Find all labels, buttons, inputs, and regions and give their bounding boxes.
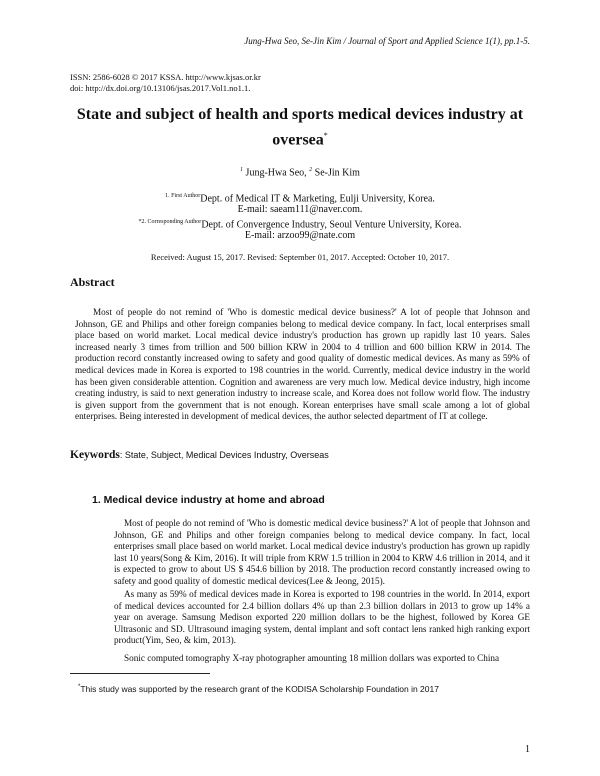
section-1-paragraph-2: As many as 59% of medical devices made in Korea is exported to 198 countries in the world. In 2014, export of medical devices accounted for 2.4 billion dollars 4% up than 2.3 billion dollars in 2013 to grow up 14% a year on average. Samsung Medison exported 220 million dollars to be the highest, followed by Korea GE Ultrasonic and SD. Ultrasound imaging system, dental implant and soft contact lens ranked high ranking export product(Yim, Seo, & kim, 2013).	[114, 589, 530, 646]
footnote	[78, 684, 439, 694]
abstract-heading: Abstract	[70, 275, 115, 289]
paper-title-text: State and subject of health and sports medical devices industry at oversea	[76, 106, 524, 149]
affiliation-dept: Dept. of Medical IT & Marketing, Eulji University, Korea.	[200, 193, 435, 205]
issn-line: ISSN: 2586-6028 © 2017 KSSA. http://www.kjsas.or.kr	[70, 72, 261, 82]
keywords-line	[70, 449, 329, 461]
author-line	[0, 167, 600, 178]
footnote-mark: *	[78, 684, 81, 691]
section-1-paragraph-3: Sonic computed tomography X-ray photographer amounting 18 million dollars was exported to China	[124, 653, 500, 663]
running-head: Jung-Hwa Seo, Se-Jin Kim / Journal of Sport and Applied Science 1(1), pp.1-5.	[244, 36, 530, 46]
affiliation-role: 1. First Author	[165, 193, 201, 199]
section-1-heading: 1. Medical device industry at home and abroad	[92, 494, 325, 506]
author1-name: Jung-Hwa Seo,	[245, 167, 307, 179]
abstract-text: Most of people do not remind of 'Who is domestic medical device business?' A lot of people that Johnson and Johnson, GE and Philips and other foreign companies belong to medical device company. In fact, local enterprises small place based on world market. Local medical device industry's production has grown up rapidly last 10 years. Sales increased nearly 3 times from trillion and 500 billion KRW in 2004 to 4 trillion and 600 billion KRW in 2014. The production record constantly increased owing to safety and good quality of domestic medical devices. As many as 59% of medical devices made in Korea is exported to 198 countries in the world. Currently, medical device industry in the world has been given considerable attention. Cognition and awareness are very much low. Medical device industry, high income creating industry, is said to next generation industry to increase scale, and Korea does not follow world flow. The industry is given support from the government that is not enough. Korean enterprises have small scale among a lot of global enterprises. Being interested in development of medical devices, the author selected department of IT at college.	[75, 307, 530, 422]
doi-line: doi: http://dx.doi.org/10.13106/jsas.2017.Vol1.no1.1.	[70, 83, 251, 93]
keywords-label: Keywords	[70, 449, 120, 461]
submission-dates: Received: August 15, 2017. Revised: September 01, 2017. Accepted: October 10, 2017.	[150, 252, 450, 262]
author1-mark: 1	[240, 167, 244, 173]
affiliation-2-email: E-mail: arzoo99@nate.com	[244, 230, 356, 241]
author2-mark: 2	[309, 167, 313, 173]
affiliation-1-email: E-mail: saeam111@naver.com.	[237, 204, 363, 215]
affiliation-role: *2. Corresponding Author	[138, 219, 202, 225]
keywords-value: : State, Subject, Medical Devices Industry, Overseas	[119, 450, 329, 460]
footnote-text: This study was supported by the research grant of the KODISA Scholarship Foundation in 2017	[80, 684, 439, 694]
paper-title	[60, 104, 540, 150]
affiliation-dept: Dept. of Convergence Industry, Seoul Venture University, Korea.	[201, 219, 462, 231]
author2-name: Se-Jin Kim	[314, 167, 360, 179]
title-footnote-mark: *	[323, 131, 328, 140]
page-number: 1	[525, 744, 530, 755]
section-1-paragraph-1: Most of people do not remind of 'Who is domestic medical device business?' A lot of people that Johnson and Johnson, GE and Philips and other foreign companies belong to medical device company. In fact, local enterprises small place based on world market. Local medical device industry's production has grown up rapidly last 10 years(Song & Kim, 2016). It will triple from KRW 1.5 trillion in 2004 to KRW 4.6 trillion in 2014, and it is expected to grow to about US $ 454.6 billion by 2018. The production record constantly increased owing to safety and good quality of domestic medical devices(Lee & Jeong, 2015).	[114, 518, 530, 586]
footnote-rule	[70, 673, 210, 674]
